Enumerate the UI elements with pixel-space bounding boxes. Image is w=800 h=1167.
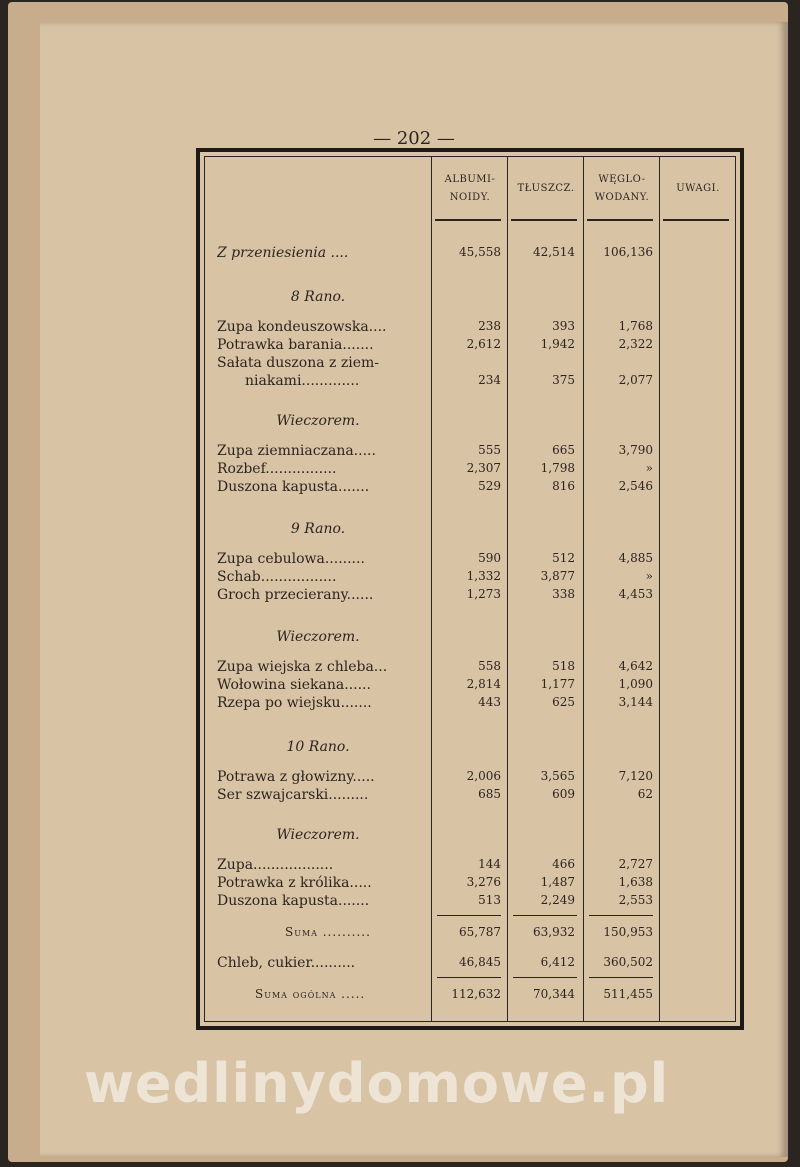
sum-rule bbox=[437, 915, 501, 916]
header-line: TŁUSZCZ. bbox=[517, 183, 575, 194]
weglowodany-value: 150,953 bbox=[603, 925, 653, 939]
row-label: Chleb, cukier.......... bbox=[217, 955, 356, 971]
weglowodany-value: 1,090 bbox=[618, 677, 653, 691]
table-row bbox=[205, 355, 735, 373]
row-label: Suma .......... bbox=[285, 925, 371, 939]
tluszcz-value: 512 bbox=[552, 551, 575, 565]
albuminoidy-value: 685 bbox=[478, 787, 501, 801]
albuminoidy-value: 555 bbox=[478, 443, 501, 457]
albuminoidy-value: 558 bbox=[478, 659, 501, 673]
albuminoidy-value: 65,787 bbox=[459, 925, 501, 939]
header-line: ALBUMI- bbox=[444, 174, 496, 185]
section-title: Wieczorem. bbox=[276, 629, 360, 645]
header-rule bbox=[511, 219, 577, 221]
weglowodany-value: 2,546 bbox=[618, 479, 653, 493]
tluszcz-value: 42,514 bbox=[533, 245, 575, 259]
weglowodany-value: 62 bbox=[637, 787, 653, 801]
section-title: Wieczorem. bbox=[276, 413, 360, 429]
table-row bbox=[205, 787, 735, 805]
row-label: Groch przecierany...... bbox=[217, 587, 374, 603]
row-label: Zupa kondeuszowska.... bbox=[217, 319, 387, 335]
row-label: Zupa wiejska z chleba... bbox=[217, 659, 388, 675]
row-label: Potrawka z królika..... bbox=[217, 875, 372, 891]
row-label: Duszona kapusta....... bbox=[217, 479, 370, 495]
sum-rule bbox=[513, 977, 577, 978]
table-row bbox=[205, 893, 735, 911]
weglowodany-value: 2,727 bbox=[618, 857, 653, 871]
albuminoidy-value: 144 bbox=[478, 857, 501, 871]
tluszcz-value: 518 bbox=[552, 659, 575, 673]
table-row bbox=[205, 443, 735, 461]
chleb-row bbox=[205, 955, 735, 973]
nutrition-table bbox=[196, 148, 744, 1030]
tluszcz-value: 1,177 bbox=[540, 677, 575, 691]
albuminoidy-value: 1,332 bbox=[466, 569, 501, 583]
table-row bbox=[205, 373, 735, 391]
header-rule bbox=[587, 219, 653, 221]
weglowodany-value: 511,455 bbox=[603, 987, 653, 1001]
albuminoidy-value: 2,612 bbox=[466, 337, 501, 351]
header-line: NOIDY. bbox=[449, 192, 491, 203]
section-title: 8 Rano. bbox=[290, 289, 346, 305]
table-row bbox=[205, 695, 735, 713]
tluszcz-value: 3,877 bbox=[540, 569, 575, 583]
tluszcz-value: 1,487 bbox=[540, 875, 575, 889]
row-label: Rozbef................ bbox=[217, 461, 337, 477]
row-label: Ser szwajcarski......... bbox=[217, 787, 369, 803]
sum-rule bbox=[589, 977, 653, 978]
weglowodany-value: 106,136 bbox=[603, 245, 653, 259]
albuminoidy-value: 2,814 bbox=[466, 677, 501, 691]
table-row bbox=[205, 875, 735, 893]
header-uwagi bbox=[661, 180, 735, 198]
albuminoidy-value: 234 bbox=[478, 373, 501, 387]
tluszcz-value: 1,942 bbox=[540, 337, 575, 351]
albuminoidy-value: 112,632 bbox=[451, 987, 501, 1001]
tluszcz-value: 2,249 bbox=[540, 893, 575, 907]
row-label: Sałata duszona z ziem- bbox=[217, 355, 379, 371]
weglowodany-value: 360,502 bbox=[603, 955, 653, 969]
tluszcz-value: 3,565 bbox=[540, 769, 575, 783]
tluszcz-value: 70,344 bbox=[533, 987, 575, 1001]
tluszcz-value: 1,798 bbox=[540, 461, 575, 475]
tluszcz-value: 375 bbox=[552, 373, 575, 387]
table-row bbox=[205, 769, 735, 787]
header-albuminoidy bbox=[433, 171, 507, 207]
row-label: Z przeniesienia .... bbox=[217, 245, 349, 261]
row-label: Potrawa z głowizny..... bbox=[217, 769, 375, 785]
albuminoidy-value: 590 bbox=[478, 551, 501, 565]
weglowodany-value: 3,144 bbox=[618, 695, 653, 709]
albuminoidy-value: 46,845 bbox=[459, 955, 501, 969]
sum-rule bbox=[437, 977, 501, 978]
header-weglowodany bbox=[585, 171, 659, 207]
table-row bbox=[205, 587, 735, 605]
section-title: 9 Rano. bbox=[290, 521, 346, 537]
page-number: — 202 — bbox=[373, 128, 455, 149]
table-row bbox=[205, 569, 735, 587]
albuminoidy-value: 3,276 bbox=[466, 875, 501, 889]
table-row bbox=[205, 857, 735, 875]
row-label: Zupa.................. bbox=[217, 857, 334, 873]
weglowodany-value: 4,453 bbox=[618, 587, 653, 601]
row-label: Potrawka barania....... bbox=[217, 337, 374, 353]
table-row bbox=[205, 319, 735, 337]
section-title: 10 Rano. bbox=[286, 739, 350, 755]
albuminoidy-value: 238 bbox=[478, 319, 501, 333]
section-title: Wieczorem. bbox=[276, 827, 360, 843]
weglowodany-value: 2,322 bbox=[618, 337, 653, 351]
weglowodany-value: 3,790 bbox=[618, 443, 653, 457]
header-rule bbox=[435, 219, 501, 221]
weglowodany-value: 4,885 bbox=[618, 551, 653, 565]
table-row bbox=[205, 659, 735, 677]
weglowodany-value: 7,120 bbox=[618, 769, 653, 783]
header-line: UWAGI. bbox=[676, 183, 720, 194]
carry-row bbox=[205, 245, 735, 263]
tluszcz-value: 63,932 bbox=[533, 925, 575, 939]
row-label: niakami............. bbox=[245, 373, 360, 389]
albuminoidy-value: 2,006 bbox=[466, 769, 501, 783]
header-line: WODANY. bbox=[594, 192, 650, 203]
weglowodany-value: 1,638 bbox=[618, 875, 653, 889]
suma-row bbox=[205, 925, 735, 943]
tluszcz-value: 816 bbox=[552, 479, 575, 493]
header-line: WĘGLO- bbox=[598, 174, 646, 185]
row-label: Schab................. bbox=[217, 569, 337, 585]
header-tluszcz bbox=[509, 180, 583, 198]
row-label: Wołowina siekana...... bbox=[217, 677, 371, 693]
weglowodany-value: 1,768 bbox=[618, 319, 653, 333]
albuminoidy-value: 45,558 bbox=[459, 245, 501, 259]
row-label: Duszona kapusta....... bbox=[217, 893, 370, 909]
tluszcz-value: 393 bbox=[552, 319, 575, 333]
row-label: Zupa cebulowa......... bbox=[217, 551, 365, 567]
suma-ogolna-row bbox=[205, 987, 735, 1005]
table-row bbox=[205, 461, 735, 479]
tluszcz-value: 6,412 bbox=[540, 955, 575, 969]
weglowodany-value: » bbox=[645, 461, 653, 475]
tluszcz-value: 338 bbox=[552, 587, 575, 601]
weglowodany-value: 2,077 bbox=[618, 373, 653, 387]
table-row bbox=[205, 677, 735, 695]
row-label: Suma ogólna ..... bbox=[255, 987, 366, 1001]
sum-rule bbox=[513, 915, 577, 916]
table-row bbox=[205, 551, 735, 569]
table-row bbox=[205, 479, 735, 497]
watermark: wedlinydomowe.pl bbox=[84, 1052, 670, 1115]
albuminoidy-value: 513 bbox=[478, 893, 501, 907]
weglowodany-value: » bbox=[645, 569, 653, 583]
tluszcz-value: 625 bbox=[552, 695, 575, 709]
sum-rule bbox=[589, 915, 653, 916]
table-inner-frame bbox=[204, 156, 736, 1022]
weglowodany-value: 4,642 bbox=[618, 659, 653, 673]
weglowodany-value: 2,553 bbox=[618, 893, 653, 907]
table-row bbox=[205, 337, 735, 355]
albuminoidy-value: 2,307 bbox=[466, 461, 501, 475]
albuminoidy-value: 1,273 bbox=[466, 587, 501, 601]
header-rule bbox=[663, 219, 729, 221]
tluszcz-value: 665 bbox=[552, 443, 575, 457]
row-label: Rzepa po wiejsku....... bbox=[217, 695, 372, 711]
tluszcz-value: 466 bbox=[552, 857, 575, 871]
row-label: Zupa ziemniaczana..... bbox=[217, 443, 376, 459]
tluszcz-value: 609 bbox=[552, 787, 575, 801]
albuminoidy-value: 529 bbox=[478, 479, 501, 493]
albuminoidy-value: 443 bbox=[478, 695, 501, 709]
